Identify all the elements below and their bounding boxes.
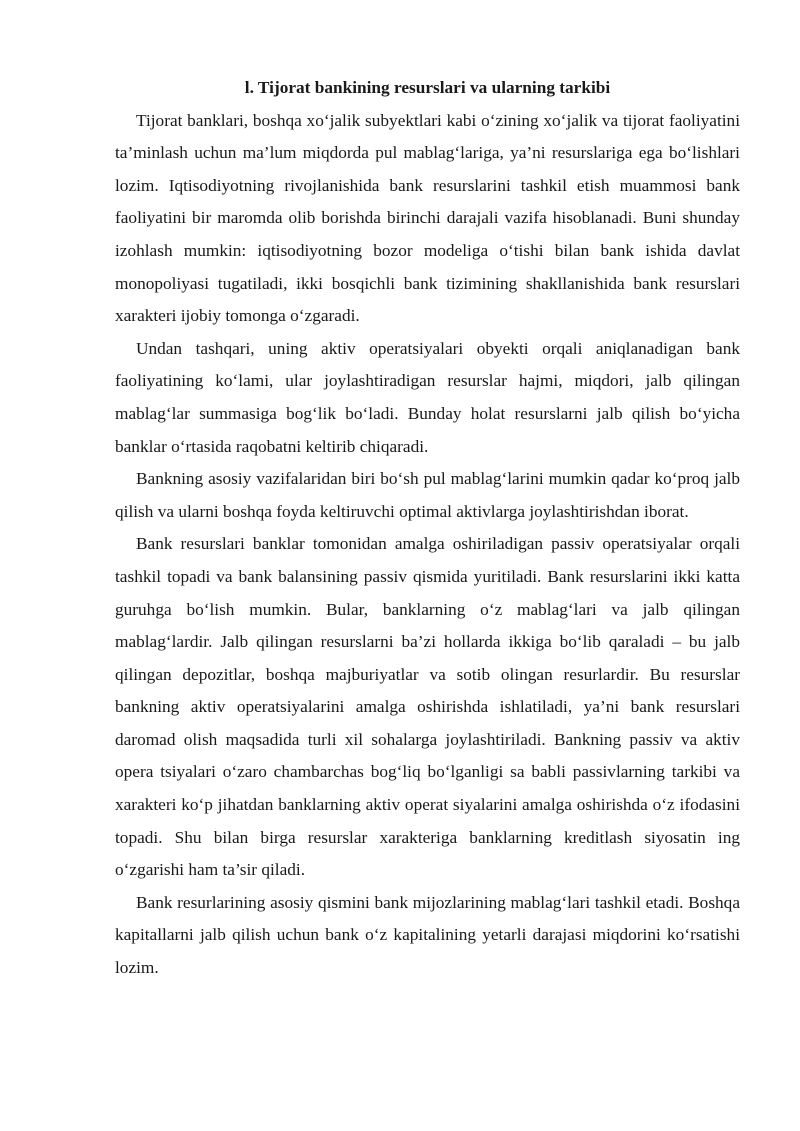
document-page [115, 72, 740, 985]
section-title: l. Tijorat bankining resurslari va ularning tarkibi [244, 78, 611, 97]
paragraph-2: Undan tashqari, uning aktiv operatsiyalari obyekti orqali aniqlanadigan bank faoliyatining ko‘lami, ular joylashtiradigan resurslar hajmi, miqdori, jalb qilingan mablag‘lar summasiga bog‘lik bo‘ladi. Bunday holat resurslarni jalb qilish bo‘yicha banklar o‘rtasida raqobatni keltirib chiqaradi. [115, 338, 740, 456]
paragraph-4: Bank resurslari banklar tomonidan amalga oshiriladigan passiv operatsiyalar orqali tashkil topadi va bank balansining passiv qismida yuritiladi. Bank resurslarini ikki katta guruhga bo‘lish mumkin. Bular, banklarning o‘z mablag‘lari va jalb qilingan mablag‘lardir. Jalb qilingan resurslarni ba’zi hollarda ikkiga bo‘lib qaraladi – bu jalb qilingan depozitlar, boshqa majburiyatlar va sotib olingan resurlardir. Bu resurslar bankning aktiv operatsiyalarini amalga oshirishda ishlatiladi, ya’ni bank resurslari daromad olish maqsadida turli xil sohalarga joylashtiriladi. Bankning passiv va aktiv opera tsiyalari o‘zaro chambarchas bog‘liq bo‘lganligi sa babli passivlarning tarkibi va xarakteri ko‘p jihatdan banklarning aktiv operat siyalarini amalga oshirishda o‘z ifodasini topadi. Shu bilan birga resurslar xarakteriga banklarning kreditlash siyosatin ing o‘zgarishi ham ta’sir qiladi. [115, 534, 740, 880]
paragraph-3: Bankning asosiy vazifalaridan biri bo‘sh pul mablag‘larini mumkin qadar ko‘proq jalb qilish va ularni boshqa foyda keltiruvchi optimal aktivlarga joylashtirishdan iborat. [115, 469, 740, 521]
paragraph-1: Tijorat banklari, boshqa xo‘jalik subyektlari kabi o‘zining xo‘jalik va tijorat faoliyatini ta’minlash uchun ma’lum miqdorda pul mablag‘lariga, ya’ni resurslariga ega bo‘lishlari lozim. Iqtisodiyotning rivojlanishida bank resurslarini tashkil etish muammosi bank faoliyatini bir maromda olib borishda birinchi darajali vazifa hisoblanadi. Buni shunday izohlash mumkin: iqtisodiyotning bozor modeliga o‘tishi bilan bank ishida davlat monopoliyasi tugatiladi, ikki bosqichli bank tizimining shakllanishida bank resurslari xarakteri ijobiy tomonga o‘zgaradi. [115, 110, 740, 326]
paragraph-5: Bank resurlarining asosiy qismini bank mijozlarining mablag‘lari tashkil etadi. Boshqa kapitallarni jalb qilish uchun bank o‘z kapitalining yetarli darajasi miqdorini ko‘rsatishi lozim. [115, 892, 740, 978]
